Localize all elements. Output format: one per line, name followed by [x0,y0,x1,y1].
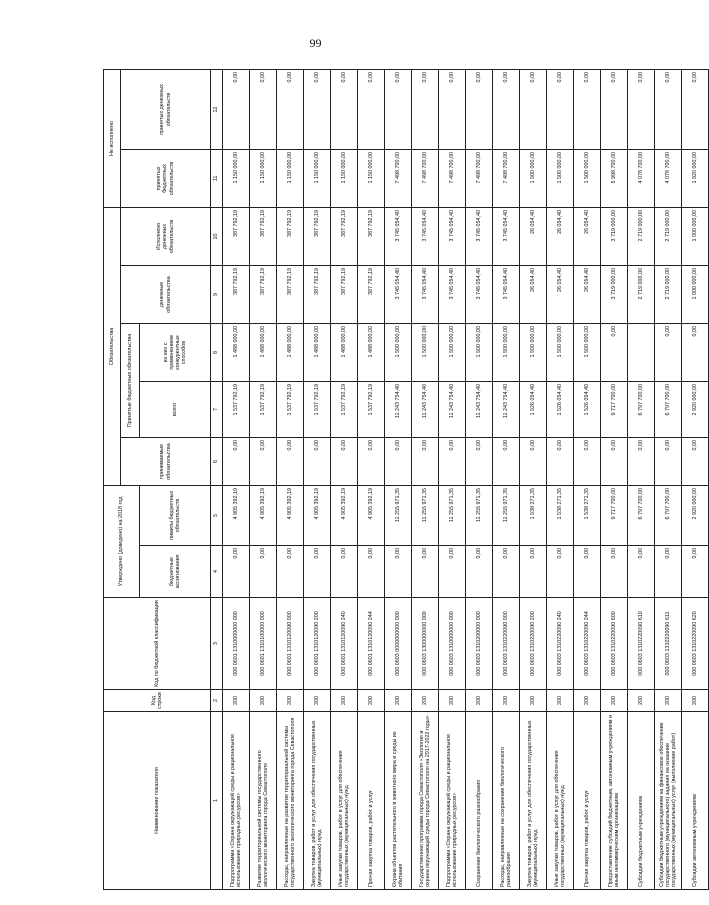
column-index-row [211,69,223,889]
cell-c7: 11 243 754,40 [493,381,520,437]
cell-c4: 0,00 [412,546,439,598]
table-row [655,69,682,889]
column-index-cell: 4 [211,546,223,598]
cell-name: Подпрограмма «Охрана окружающей среды и рациональное использование природных ресурсов» [439,712,466,890]
cell-c10: 3 719 000,00 [601,207,628,265]
cell-c5: 11 255 971,35 [466,485,493,545]
table-row [358,69,385,889]
cell-c8: 0,00 [655,323,682,381]
cell-c4: 0,00 [439,546,466,598]
cell-c11: 1 500 000,00 [574,149,601,207]
cell-c11: 1 920 000,00 [682,149,709,207]
cell-c7: 11 243 754,40 [412,381,439,437]
cell-c4: 0,00 [520,546,547,598]
cell-c6: 0,00 [223,437,250,485]
cell-c11: 7 498 700,00 [412,149,439,207]
cell-c11: 7 498 700,00 [466,149,493,207]
cell-c12: 0,00 [493,69,520,149]
cell-code: 200 [250,690,277,712]
cell-c11: 1 150 000,00 [358,149,385,207]
cell-code: 200 [493,690,520,712]
cell-code: 200 [628,690,655,712]
cell-c4: 0,00 [601,546,628,598]
cell-c6: 0,00 [412,437,439,485]
cell-c10: 387 792,19 [331,207,358,265]
cell-c6: 0,00 [331,437,358,485]
cell-name: Развитие территориальной системы государственного экологического мониторинга города Севастополя [250,712,277,890]
cell-name: Государственная программа города Севастополя «Экология и охрана окружающей среды города Севастополя на 2017-2022 годы» [412,712,439,890]
cell-kbk: 000 0603 1310000000 000 [439,598,466,690]
cell-kbk: 000 0603 0000000000 000 [385,598,412,690]
table-row [493,69,520,889]
cell-code: 200 [331,690,358,712]
cell-c9: 1 000 000,00 [682,265,709,323]
cell-c12: 0,00 [601,69,628,149]
cell-c5: 4 905 392,19 [250,485,277,545]
cell-c4: 0,00 [331,546,358,598]
cell-c9: 3 719 000,00 [601,265,628,323]
cell-code: 200 [547,690,574,712]
header-accepted-budget-group: Принятые бюджетные обязательства [121,323,140,437]
table-row [601,69,628,889]
cell-c5: 1 538 271,35 [520,485,547,545]
cell-c11: 1 150 000,00 [304,149,331,207]
cell-name: Прочая закупка товаров, работ и услуг [574,712,601,890]
header-budget-limits: лимиты бюджетных обязательств [140,485,211,545]
cell-c9: 387 792,19 [358,265,385,323]
cell-kbk: 000 0603 1310200000 000 [466,598,493,690]
cell-c8: 1 488 000,00 [250,323,277,381]
column-index-cell: 9 [211,265,223,323]
cell-c4: 0,00 [358,546,385,598]
cell-name: Расходы, направленные на сохранение биологического разнообразия [493,712,520,890]
cell-c5: 4 905 392,19 [358,485,385,545]
cell-name: Предоставление субсидий бюджетным, автономным учреждениям и иным некоммерческим организациям [601,712,628,890]
cell-c12: 0,00 [520,69,547,149]
cell-c7: 9 717 700,00 [601,381,628,437]
cell-c6: 0,00 [520,437,547,485]
cell-c12: 0,00 [412,69,439,149]
cell-c5: 4 905 392,19 [331,485,358,545]
cell-c11: 7 498 700,00 [439,149,466,207]
cell-name: Закупка товаров, работ и услуг для обеспечения государственных (муниципальных) нужд [304,712,331,890]
cell-c9: 387 792,19 [331,265,358,323]
table-row [466,69,493,889]
cell-c9: 26 054,40 [547,265,574,323]
cell-c9: 3 745 054,40 [412,265,439,323]
table-row [574,69,601,889]
table-row [628,69,655,889]
cell-c5: 4 905 392,19 [277,485,304,545]
cell-c10: 387 792,19 [223,207,250,265]
cell-code: 200 [223,690,250,712]
cell-c8: 1 488 000,00 [223,323,250,381]
cell-kbk: 000 0601 1310100000 000 [250,598,277,690]
column-index-cell: 6 [211,437,223,485]
cell-c6: 0,00 [439,437,466,485]
cell-c10: 387 792,19 [277,207,304,265]
cell-c7: 1 537 792,19 [358,381,385,437]
cell-c5: 1 538 271,35 [574,485,601,545]
cell-c10: 2 719 000,00 [655,207,682,265]
cell-c12: 0,00 [547,69,574,149]
cell-c12: 0,00 [358,69,385,149]
cell-c5: 4 905 392,19 [304,485,331,545]
cell-c9: 3 745 054,40 [385,265,412,323]
cell-c12: 0,00 [682,69,709,149]
cell-c7: 2 920 000,00 [682,381,709,437]
cell-c8: 1 488 000,00 [358,323,385,381]
cell-kbk: 000 0603 1310220090 610 [628,598,655,690]
cell-c5: 6 797 700,00 [655,485,682,545]
cell-c8: 1 500 000,00 [520,323,547,381]
cell-code: 200 [574,690,601,712]
cell-kbk: 000 0601 1310120090 000 [277,598,304,690]
cell-name: Сохранение биологического разнообразия [466,712,493,890]
cell-code: 200 [601,690,628,712]
header-not-fulfilled-group: Не исполнено [104,69,121,207]
cell-name: Субсидии бюджетным учреждениям [628,712,655,890]
header-name: Наименование показателя [104,712,211,890]
cell-c12: 0,00 [250,69,277,149]
cell-c7: 1 526 054,40 [574,381,601,437]
header-fulfilled-monetary: Исполнено денежных обязательств [121,207,211,265]
table-row [304,69,331,889]
cell-c10: 3 745 054,40 [412,207,439,265]
table-row [520,69,547,889]
cell-c8 [628,323,655,381]
cell-c10: 1 000 000,00 [682,207,709,265]
cell-c4: 0,00 [655,546,682,598]
cell-code: 200 [277,690,304,712]
rotated-table [103,70,698,890]
cell-c4: 0,00 [466,546,493,598]
cell-code: 200 [466,690,493,712]
column-index-cell: 1 [211,712,223,890]
cell-c7: 11 243 754,40 [466,381,493,437]
header-budget-allocations: бюджетные ассигнования [140,546,211,598]
cell-c7: 1 537 792,19 [331,381,358,437]
cell-kbk: 000 0601 1310120090 240 [331,598,358,690]
cell-c8: 1 488 000,00 [277,323,304,381]
cell-c6: 0,00 [574,437,601,485]
cell-c5: 11 255 971,35 [493,485,520,545]
cell-c7: 1 537 792,19 [277,381,304,437]
cell-kbk: 000 0601 1310000000 000 [223,598,250,690]
header-accepted-obligations: принимаемые обязательства [121,437,211,485]
column-index-cell: 10 [211,207,223,265]
cell-c11: 7 498 700,00 [493,149,520,207]
cell-c4: 0,00 [574,546,601,598]
cell-c10: 26 054,40 [520,207,547,265]
cell-c11: 1 500 000,00 [547,149,574,207]
column-index-cell: 5 [211,485,223,545]
cell-c12: 0,00 [439,69,466,149]
cell-c8: 1 500 000,00 [412,323,439,381]
cell-c6: 0,00 [628,437,655,485]
cell-c7: 1 537 792,19 [304,381,331,437]
cell-kbk: 000 0603 1310220090 600 [601,598,628,690]
cell-c6: 0,00 [493,437,520,485]
cell-c4: 0,00 [304,546,331,598]
cell-name: Иные закупки товаров, работ и услуг для обеспечения государственных (муниципальных) нужд [547,712,574,890]
cell-c5: 1 538 271,35 [547,485,574,545]
cell-c4: 0,00 [547,546,574,598]
header-ni-monetary: принятых денежных обязательств [121,69,211,149]
cell-code: 200 [304,690,331,712]
table-row [223,69,250,889]
cell-c7: 11 243 754,40 [385,381,412,437]
cell-c11: 4 078 700,00 [655,149,682,207]
cell-code: 200 [412,690,439,712]
cell-c4: 0,00 [277,546,304,598]
cell-c8: 1 500 000,00 [547,323,574,381]
cell-c11: 1 150 000,00 [331,149,358,207]
column-index-cell: 7 [211,381,223,437]
cell-c5: 11 255 971,35 [439,485,466,545]
cell-c5: 11 255 971,35 [412,485,439,545]
cell-c8: 1 500 000,00 [466,323,493,381]
cell-c11: 1 150 000,00 [277,149,304,207]
cell-c10: 26 054,40 [574,207,601,265]
cell-kbk: 000 0603 1310220090 000 [493,598,520,690]
cell-kbk: 000 0601 1310120090 200 [304,598,331,690]
cell-c12: 0,00 [385,69,412,149]
table-row [277,69,304,889]
cell-c5: 11 255 971,35 [385,485,412,545]
cell-name: Прочая закупка товаров, работ и услуг [358,712,385,890]
cell-c12: 0,00 [304,69,331,149]
cell-c7: 11 243 754,40 [439,381,466,437]
cell-c11: 7 498 700,00 [385,149,412,207]
cell-c9: 2 719 000,00 [628,265,655,323]
cell-c8: 1 488 000,00 [304,323,331,381]
table-row [439,69,466,889]
cell-c4: 0,00 [223,546,250,598]
cell-c9: 3 745 054,40 [493,265,520,323]
cell-name: Субсидии автономным учреждениям [682,712,709,890]
table-row [250,69,277,889]
cell-c6: 0,00 [466,437,493,485]
cell-c8: 1 500 000,00 [574,323,601,381]
table-row [547,69,574,889]
cell-c10: 387 792,19 [304,207,331,265]
page-number: 99 [309,36,322,50]
cell-c10: 3 745 054,40 [466,207,493,265]
cell-c6: 0,00 [358,437,385,485]
budget-table [103,69,709,890]
cell-c10: 3 745 054,40 [439,207,466,265]
header-competitive: из них с применением конкурентных способов [140,323,211,381]
cell-kbk: 000 0603 1310220090 620 [682,598,709,690]
cell-c7: 6 797 700,00 [655,381,682,437]
header-total: всего [140,381,211,437]
cell-c9: 387 792,19 [277,265,304,323]
cell-c7: 1 526 054,40 [547,381,574,437]
cell-c8: 1 488 000,00 [331,323,358,381]
cell-c6: 0,00 [547,437,574,485]
cell-c8: 0,00 [682,323,709,381]
cell-name: Подпрограмма «Охрана окружающей среды и рациональное использование природных ресурсов» [223,712,250,890]
header-ni-accepted: принятых бюджетных обязательств [121,149,211,207]
cell-c5: 6 797 700,00 [628,485,655,545]
table-body [223,69,709,889]
cell-c12: 0,00 [655,69,682,149]
header-approved-group: Утверждено (доведено) на 2018 год [104,485,140,597]
cell-c11: 5 998 700,00 [601,149,628,207]
cell-c12: 0,00 [277,69,304,149]
cell-c12: 0,00 [466,69,493,149]
cell-c6: 0,00 [682,437,709,485]
cell-c6: 0,00 [277,437,304,485]
header-monetary: денежные обязательства [121,265,211,323]
cell-code: 200 [358,690,385,712]
cell-c10: 3 745 054,40 [385,207,412,265]
cell-c4: 0,00 [628,546,655,598]
header-obligations-group: Обязательства [104,207,121,485]
cell-c5: 9 717 700,00 [601,485,628,545]
cell-c11: 1 150 000,00 [223,149,250,207]
cell-c8: 1 500 000,00 [439,323,466,381]
cell-code: 200 [655,690,682,712]
cell-code: 200 [520,690,547,712]
column-index-cell: 11 [211,149,223,207]
cell-name: Субсидии бюджетным учреждениям на финансовое обеспечение государственного (муниципального) задания на оказание государственных (муниципальных) услуг (выполнение работ) [655,712,682,890]
cell-c6: 0,00 [304,437,331,485]
cell-c8: 0,00 [601,323,628,381]
cell-c12: 0,00 [331,69,358,149]
cell-kbk: 000 0603 1300000000 000 [412,598,439,690]
cell-kbk: 000 0603 1310220090 611 [655,598,682,690]
table-row [682,69,709,889]
cell-c5: 2 920 000,00 [682,485,709,545]
cell-name: Иные закупки товаров, работ и услуг для обеспечения государственных (муниципальных) нужд [331,712,358,890]
cell-c12: 0,00 [628,69,655,149]
cell-c6: 0,00 [385,437,412,485]
column-index-cell: 3 [211,598,223,690]
cell-c9: 387 792,19 [250,265,277,323]
cell-c10: 2 719 000,00 [628,207,655,265]
cell-c9: 387 792,19 [223,265,250,323]
cell-c4: 0,00 [682,546,709,598]
cell-kbk: 000 0603 1310220090 240 [547,598,574,690]
cell-c12: 0,00 [574,69,601,149]
cell-c10: 3 745 054,40 [493,207,520,265]
cell-c10: 387 792,19 [358,207,385,265]
cell-c9: 3 745 054,40 [439,265,466,323]
cell-c7: 1 526 054,40 [520,381,547,437]
cell-c4: 0,00 [493,546,520,598]
table-row [331,69,358,889]
column-index-cell: 8 [211,323,223,381]
cell-kbk: 000 0603 1310220090 200 [520,598,547,690]
header-row-code: Код строки [104,690,211,712]
column-index-cell: 2 [211,690,223,712]
cell-c11: 1 500 000,00 [520,149,547,207]
cell-c8: 1 500 000,00 [493,323,520,381]
cell-c7: 1 537 792,19 [250,381,277,437]
cell-c6: 0,00 [250,437,277,485]
cell-name: Закупка товаров, работ и услуг для обеспечения государственных (муниципальных) нужд [520,712,547,890]
table-row [412,69,439,889]
cell-c12: 0,00 [223,69,250,149]
cell-code: 200 [439,690,466,712]
cell-code: 200 [682,690,709,712]
cell-c7: 6 797 700,00 [628,381,655,437]
cell-c9: 2 719 000,00 [655,265,682,323]
cell-c6: 0,00 [655,437,682,485]
cell-name: Расходы, направленные на развитие территориальной системы государственного экологического мониторинга города Севастополя [277,712,304,890]
cell-name: Охрана объектов растительного и животного мира и среды их обитания [385,712,412,890]
cell-c10: 387 792,19 [250,207,277,265]
cell-c4: 0,00 [250,546,277,598]
cell-c10: 26 054,40 [547,207,574,265]
cell-kbk: 000 0601 1310120090 244 [358,598,385,690]
cell-c5: 4 905 392,19 [223,485,250,545]
cell-c9: 387 792,19 [304,265,331,323]
cell-c11: 4 078 700,00 [628,149,655,207]
cell-c8: 1 500 000,00 [385,323,412,381]
cell-c11: 1 150 000,00 [250,149,277,207]
cell-code: 200 [385,690,412,712]
cell-c7: 1 537 792,19 [223,381,250,437]
cell-c6: 0,00 [601,437,628,485]
table-row [385,69,412,889]
cell-c9: 3 745 054,40 [466,265,493,323]
cell-c9: 26 054,40 [520,265,547,323]
cell-kbk: 000 0603 1310220090 244 [574,598,601,690]
header-budget-code: Код по бюджетной классификации [104,598,211,690]
column-index-cell: 12 [211,69,223,149]
cell-c9: 26 054,40 [574,265,601,323]
rotated-table-wrapper [103,70,698,890]
cell-c4: 0,00 [385,546,412,598]
